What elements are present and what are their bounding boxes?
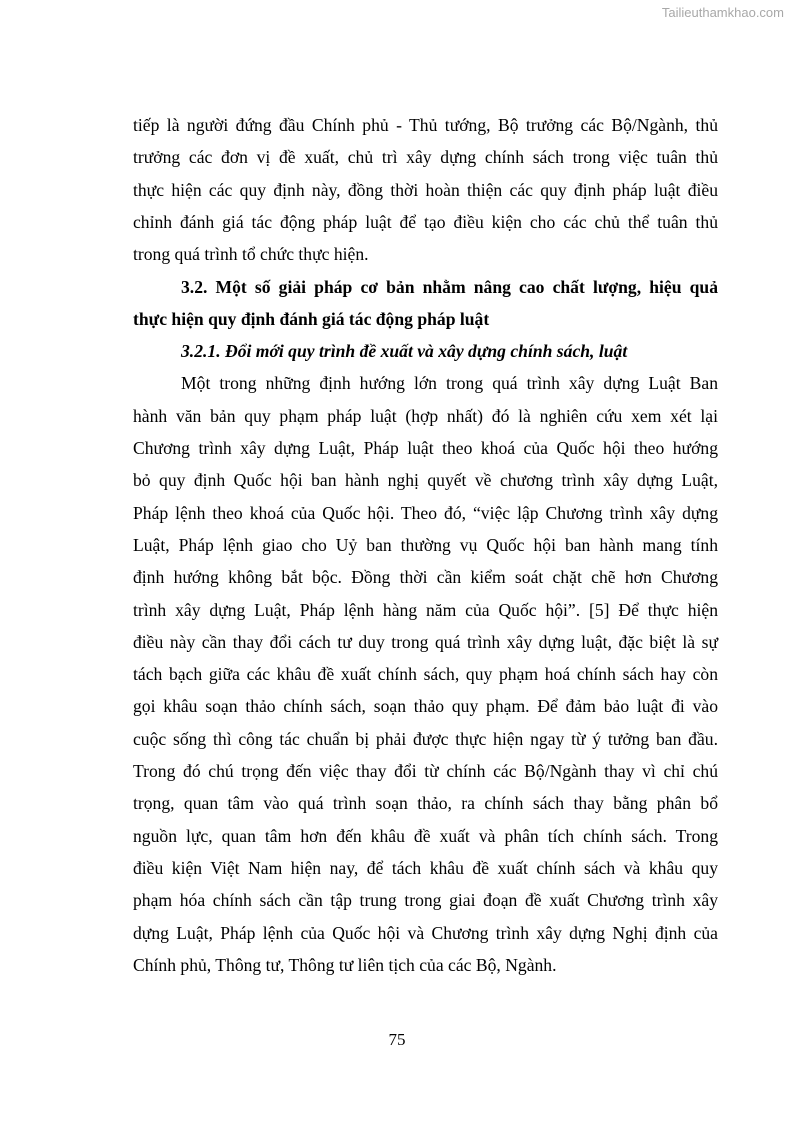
text-line: Chương trình xây dựng Luật, Pháp luật theo khoá của Quốc hội theo hướng: [133, 438, 718, 458]
text-line: trình xây dựng Luật, Pháp lệnh hàng năm của Quốc hội”. [5] Để thực hiện: [133, 599, 718, 620]
text-line: phạm hóa chính sách cần tập trung trong giai đoạn đề xuất Chương trình xây: [133, 890, 718, 911]
text-line: Một trong những định hướng lớn trong quá trình xây dựng Luật Ban: [181, 373, 718, 394]
text-line: tiếp là người đứng đầu Chính phủ - Thủ tướng, Bộ trưởng các Bộ/Ngành, thủ: [133, 115, 718, 135]
text-line: hành văn bản quy phạm pháp luật (hợp nhất) đó là nghiên cứu xem xét lại: [133, 405, 718, 426]
text-line: trong quá trình tổ chức thực hiện.: [133, 244, 369, 265]
text-line: tách bạch giữa các khâu đề xuất chính sách, quy phạm hoá chính sách hay còn: [133, 664, 718, 685]
text-line: Trong đó chú trọng đến việc thay đổi từ chính các Bộ/Ngành thay vì chỉ chú: [133, 761, 718, 781]
heading-line: thực hiện quy định đánh giá tác động pháp luật: [133, 308, 490, 329]
text-line: điều này cần thay đổi cách tư duy trong quá trình xây dựng luật, đặc biệt là sự: [133, 631, 718, 652]
text-line: trưởng các đơn vị đề xuất, chủ trì xây dựng chính sách trong việc tuân thủ: [133, 147, 718, 168]
text-line: cuộc sống thì công tác chuẩn bị phải được thực hiện ngay từ ý tưởng ban đầu.: [133, 728, 718, 749]
text-line: Chính phủ, Thông tư, Thông tư liên tịch của các Bộ, Ngành.: [133, 954, 557, 975]
text-line: Luật, Pháp lệnh giao cho Uỷ ban thường vụ Quốc hội ban hành mang tính: [133, 534, 718, 555]
text-line: bỏ quy định Quốc hội ban hành nghị quyết về chương trình xây dựng Luật,: [133, 470, 718, 491]
text-line: định hướng không bắt bộc. Đồng thời cần kiểm soát chặt chẽ hơn Chương: [133, 567, 718, 588]
text-line: thực hiện các quy định này, đồng thời hoàn thiện các quy định pháp luật điều: [133, 179, 718, 200]
text-line: Pháp lệnh theo khoá của Quốc hội. Theo đó, “việc lập Chương trình xây dựng: [133, 502, 718, 523]
text-line: dựng Luật, Pháp lệnh của Quốc hội và Chương trình xây dựng Nghị định của: [133, 922, 718, 943]
heading-line: 3.2.1. Đổi mới quy trình đề xuất và xây dựng chính sách, luật: [181, 341, 628, 362]
text-line: trọng, quan tâm vào quá trình soạn thảo, ra chính sách thay bằng phân bổ: [133, 793, 718, 814]
heading-line: 3.2. Một số giải pháp cơ bản nhằm nâng cao chất lượng, hiệu quả: [181, 276, 718, 297]
watermark: Tailieuthamkhao.com: [661, 5, 784, 20]
text-line: gọi khâu soạn thảo chính sách, soạn thảo quy phạm. Để đảm bảo luật đi vào: [133, 696, 718, 717]
text-line: nguồn lực, quan tâm hơn đến khâu đề xuất và phân tích chính sách. Trong: [133, 825, 718, 846]
page-number: 75: [388, 1030, 406, 1049]
text-line: chỉnh đánh giá tác động pháp luật để tạo điều kiện cho các chủ thể tuân thủ: [133, 211, 718, 232]
text-line: điều kiện Việt Nam hiện nay, để tách khâu đề xuất chính sách và khâu quy: [133, 857, 718, 878]
